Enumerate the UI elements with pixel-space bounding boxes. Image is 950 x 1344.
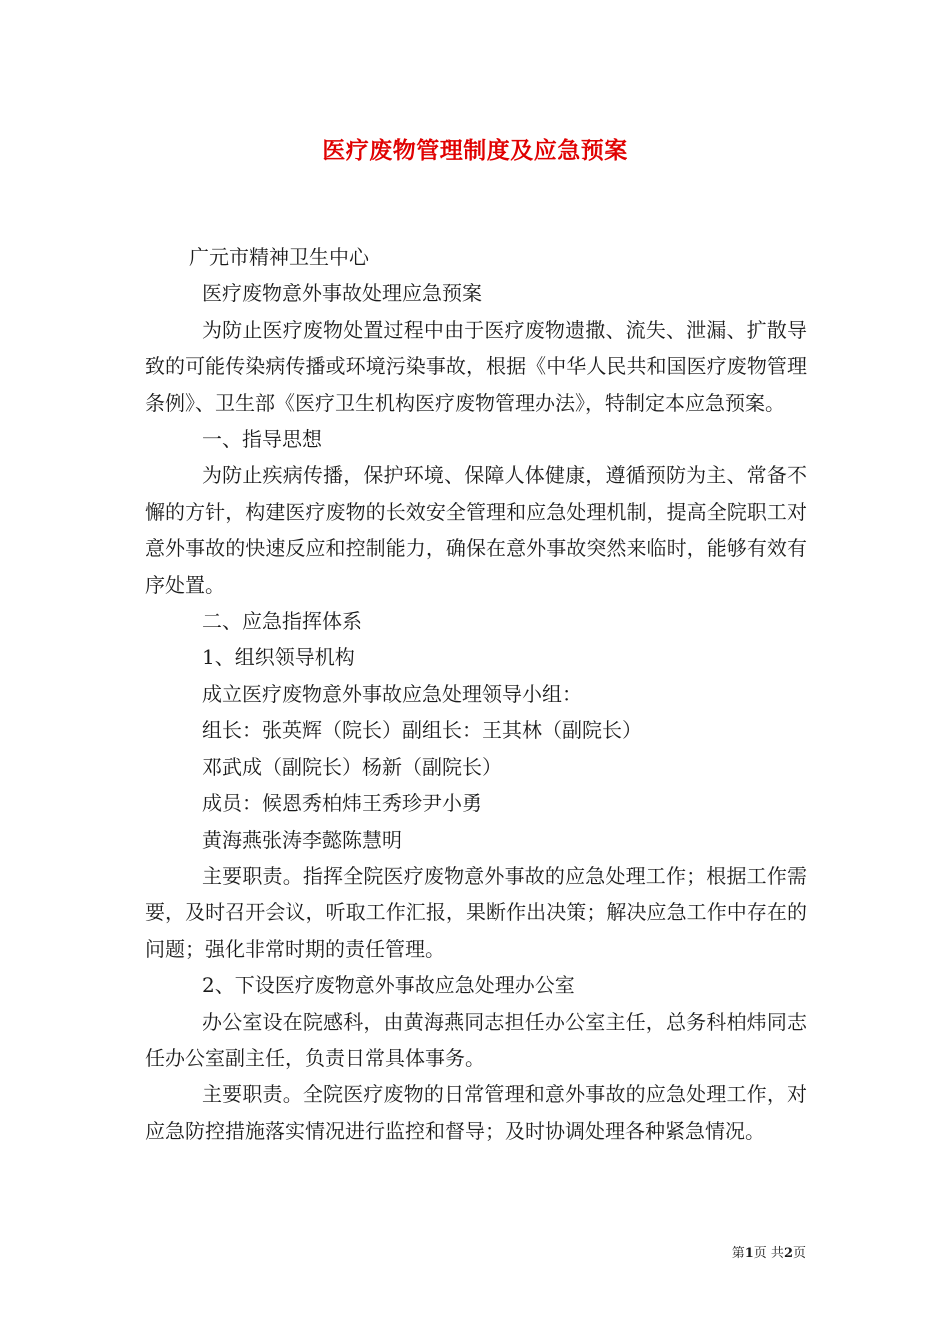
plan-subtitle: 医疗废物意外事故处理应急预案 [202, 281, 482, 306]
section-heading-guiding-ideology: 一、指导思想 [202, 427, 322, 452]
paragraph-deputy-leaders: 邓武成（副院长）杨新（副院长） [202, 754, 502, 779]
organization-name: 广元市精神卫生中心 [189, 245, 369, 269]
paragraph-purpose: 为防止医疗废物处置过程中由于医疗废物遗撒、流失、泄漏、扩散导致的可能传染病传播或环境污染事故，根据《中华人民共和国医疗废物管理条例》、卫生部《医疗卫生机构医疗废物管理办法》，特制定本应急预案。 [145, 317, 807, 415]
page-footer [732, 1244, 806, 1264]
paragraph-members: 成员：候恩秀柏炜王秀珍尹小勇 [202, 791, 482, 816]
document-title: 医疗废物管理制度及应急预案 [322, 137, 628, 164]
subsection-heading-leadership: 1、组织领导机构 [202, 645, 355, 670]
footer-page-number: 1 [744, 1246, 754, 1261]
footer-prefix: 第 [731, 1246, 745, 1261]
paragraph-office: 办公室设在院感科，由黄海燕同志担任办公室主任，总务科柏炜同志任办公室副主任，负责日常具体事务。 [145, 1009, 807, 1070]
paragraph-office-duties: 主要职责。全院医疗废物的日常管理和意外事故的应急处理工作，对应急防控措施落实情况进行监控和督导；及时协调处理各种紧急情况。 [145, 1082, 807, 1143]
footer-total-pages: 2 [783, 1246, 793, 1261]
footer-middle: 页 共 [753, 1246, 784, 1261]
subsection-heading-office: 2、下设医疗废物意外事故应急处理办公室 [202, 973, 575, 998]
paragraph-members-continued: 黄海燕张涛李懿陈慧明 [202, 827, 402, 852]
section-heading-command-system: 二、应急指挥体系 [202, 609, 362, 634]
paragraph-group-leaders: 组长：张英辉（院长）副组长：王其林（副院长） [202, 718, 642, 743]
paragraph-leadership-group: 成立医疗废物意外事故应急处理领导小组： [202, 681, 582, 706]
paragraph-leadership-duties: 主要职责。指挥全院医疗废物意外事故的应急处理工作；根据工作需要，及时召开会议，听取工作汇报，果断作出决策；解决应急工作中存在的问题；强化非常时期的责任管理。 [145, 863, 807, 961]
document-body [145, 239, 807, 1149]
paragraph-guiding-ideology: 为防止疾病传播，保护环境、保障人体健康，遵循预防为主、常备不懈的方针，构建医疗废物的长效安全管理和应急处理机制，提高全院职工对意外事故的快速反应和控制能力，确保在意外事故突然来临时，能够有效有序处置。 [145, 463, 807, 597]
footer-suffix: 页 [792, 1246, 806, 1261]
